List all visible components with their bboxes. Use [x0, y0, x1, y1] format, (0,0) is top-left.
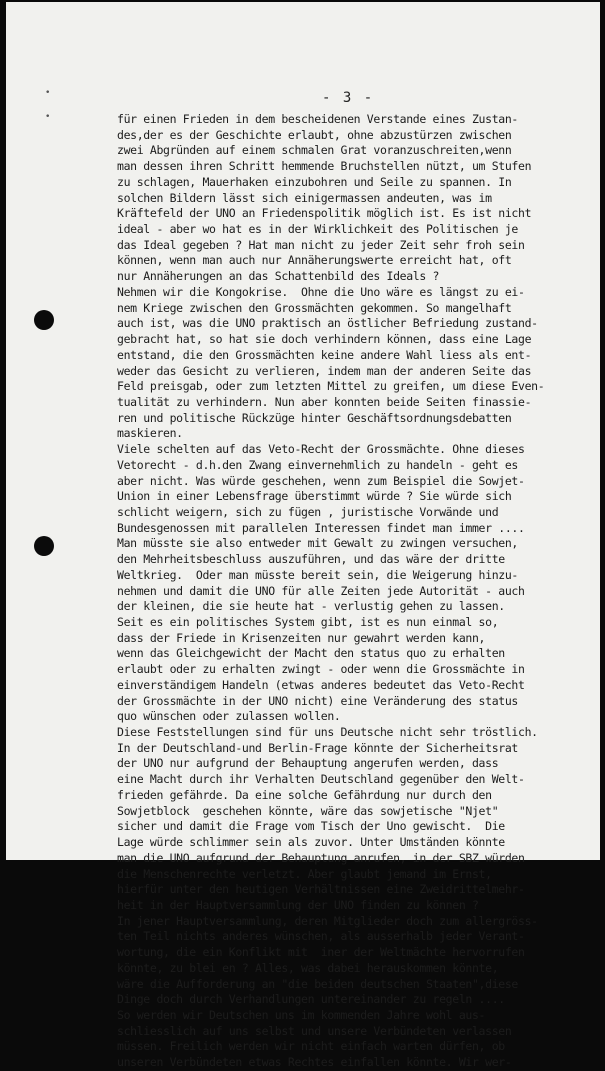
text-line: eine Macht durch ihr Verhalten Deutschland gegenüber den Welt- — [117, 772, 525, 787]
text-line: für einen Frieden in dem bescheidenen Verstande eines Zustan- — [117, 112, 518, 126]
text-line: wäre die Aufforderung an "die beiden deutschen Staaten",diese — [117, 976, 518, 991]
text-line: wortung, die ein Konflikt mit iner der Weltmächte hervorrufen — [117, 945, 525, 960]
text-line: des,der es der Geschichte erlaubt, ohne abzustürzen zwischen — [117, 127, 512, 142]
text-line: In jener Hauptversammlung, deren Mitglieder doch zum allergröss- — [117, 913, 538, 928]
text-line: solchen Bildern lässt sich einigermassen andeuten, was im — [117, 190, 492, 205]
text-line: der UNO nur aufgrund der Behauptung angerufen werden, dass — [117, 756, 499, 771]
text-line: zwei Abgründen auf einem schmalen Grat voranzuschreiten,wenn — [117, 143, 512, 158]
text-line: Weltkrieg. Oder man müsste bereit sein, die Weigerung hinzu- — [117, 567, 518, 582]
text-line: unseren Verbündeten etwas Rechtes einfallen könnte. Wir wer- — [117, 1055, 512, 1070]
text-line: dass der Friede in Krisenzeiten nur gewahrt werden kann, — [117, 630, 486, 645]
text-line: maskieren. — [117, 426, 183, 441]
text-line: In der Deutschland-und Berlin-Frage könnte der Sicherheitsrat — [117, 740, 518, 755]
page-number: - 3 - — [322, 90, 375, 106]
text-line: gebracht hat, so hat sie doch verhindern können, dass eine Lage — [117, 332, 532, 347]
document-page — [6, 2, 600, 1070]
text-line: man die UNO aufgrund der Behauptung anrufen, in der SBZ würden — [117, 850, 525, 865]
text-line: Nehmen wir die Kongokrise. Ohne die Uno wäre es längst zu ei- — [117, 284, 525, 299]
text-line: schlicht weigern, sich zu fügen , juristische Vorwände und — [117, 504, 499, 519]
text-line: hierfür unter den heutigen Verhältnissen eine Zweidrittelmehr- — [117, 882, 525, 897]
text-line: tualität zu verhindern. Nun aber konnten beide Seiten finassie- — [117, 394, 532, 409]
text-line: der Grossmächte in der UNO nicht) eine Veränderung des status — [117, 693, 518, 708]
text-line: den Mehrheitsbeschluss auszuführen, und das wäre der dritte — [117, 552, 505, 567]
text-line: nem Kriege zwischen den Grossmächten gekommen. So mangelhaft — [117, 300, 512, 315]
text-line: Union in einer Lebensfrage überstimmt würde ? Sie würde sich — [117, 489, 512, 504]
text-line: aber nicht. Was würde geschehen, wenn zum Beispiel die Sowjet- — [117, 473, 525, 488]
text-line: könnte, zu blei en ? Alles, was dabei herauskommen könnte, — [117, 960, 499, 975]
text-line: Vetorecht - d.h.den Zwang einvernehmlich zu handeln - geht es — [117, 457, 518, 472]
text-line: Lage würde schlimmer sein als zuvor. Unter Umständen könnte — [117, 835, 505, 850]
text-line: wenn das Gleichgewicht der Macht den status quo zu erhalten — [117, 646, 505, 661]
text-line: entstand, die den Grossmächten keine andere Wahl liess als ent- — [117, 347, 532, 362]
text-line: Kräftefeld der UNO an Friedenspolitik möglich ist. Es ist nicht — [117, 206, 532, 221]
punch-hole — [34, 536, 54, 556]
text-line: So werden wir Deutschen uns im kommenden Jahre wohl aus- — [117, 1007, 486, 1022]
text-line: schliesslich auf uns selbst und unsere Verbündeten verlassen — [117, 1023, 512, 1038]
text-line: Diese Feststellungen sind für uns Deutsche nicht sehr tröstlich. — [117, 725, 538, 740]
text-line: Seit es ein politisches System gibt, ist es nun einmal so, — [117, 615, 499, 629]
text-line: frieden gefährde. Da eine solche Gefährdung nur durch den — [117, 787, 492, 802]
text-line: die Menschenrechte verletzt. Aber glaubt jemand im Ernst, — [117, 866, 492, 881]
text-line: ten Teil nichts anderes wünschen, als ausserhalb jeder Verant- — [117, 929, 525, 944]
text-line: das Ideal gegeben ? Hat man nicht zu jeder Zeit sehr froh sein — [117, 237, 525, 252]
text-line: weder das Gesicht zu verlieren, indem man der anderen Seite das — [117, 363, 532, 378]
text-line: Sowjetblock geschehen könnte, wäre das sowjetische "Njet" — [117, 803, 499, 818]
text-line: man dessen ihren Schritt hemmende Bruchstellen nützt, um Stufen — [117, 159, 532, 174]
text-line: Bundesgenossen mit parallelen Interessen findet man immer .... — [117, 520, 525, 535]
text-line: ren und politische Rückzüge hinter Geschäftsordnungsdebatten — [117, 410, 512, 425]
text-line: zu schlagen, Mauerhaken einzubohren und Seile zu spannen. In — [117, 174, 512, 189]
text-line: Feld preisgab, oder zum letzten Mittel zu greifen, um diese Even- — [117, 379, 545, 394]
margin-mark: • — [45, 112, 51, 122]
text-line: ideal - aber wo hat es in der Wirklichkeit des Politischen je — [117, 222, 518, 237]
text-line: Viele schelten auf das Veto-Recht der Grossmächte. Ohne dieses — [117, 442, 525, 457]
text-line: sicher und damit die Frage vom Tisch der Uno gewischt. Die — [117, 819, 505, 834]
text-line: der kleinen, die sie heute hat - verlustig gehen zu lassen. — [117, 599, 505, 614]
text-line: können, wenn man auch nur Annäherungswerte erreicht hat, oft — [117, 253, 512, 268]
text-line: einverständigem Handeln (etwas anderes bedeutet das Veto-Recht — [117, 677, 525, 692]
margin-mark: • — [45, 88, 51, 98]
text-line: auch ist, was die UNO praktisch an östlicher Befriedung zustand- — [117, 316, 538, 331]
body-text — [117, 112, 597, 1071]
text-line: nehmen und damit die UNO für alle Zeiten jede Autorität - auch — [117, 583, 525, 598]
text-line: erlaubt oder zu erhalten zwingt - oder wenn die Grossmächte in — [117, 662, 525, 677]
text-line: quo wünschen oder zulassen wollen. — [117, 709, 341, 724]
punch-hole — [34, 310, 54, 330]
text-line: müssen. Freilich werden wir nicht einfach warten dürfen, ob — [117, 1039, 505, 1054]
text-line: heit in der Hauptversammlung der UNO finden zu können ? — [117, 897, 479, 912]
text-line: Dinge doch durch Verhandlungen untereinander zu regeln .... — [117, 992, 505, 1007]
text-line: nur Annäherungen an das Schattenbild des Ideals ? — [117, 269, 440, 284]
text-line: Man müsste sie also entweder mit Gewalt zu zwingen versuchen, — [117, 536, 518, 551]
